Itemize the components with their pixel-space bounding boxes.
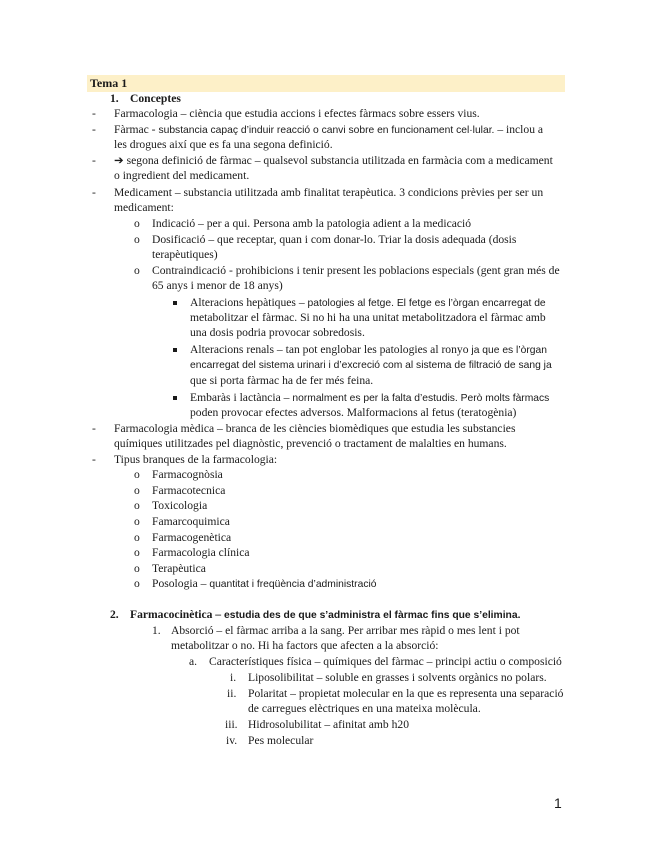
section1-heading: Conceptes: [130, 92, 181, 105]
square-bullet: [173, 295, 177, 310]
farmacologia-medica-line: Farmacologia mèdica – branca de les ciències biomèdiques que estudia les substancies: [114, 422, 516, 435]
page-title: Tema 1: [90, 76, 128, 90]
dash-bullet: -: [92, 453, 96, 466]
circle-bullet: o: [134, 515, 140, 528]
dash-bullet: -: [92, 123, 96, 136]
medicament-line: Medicament – substancia utilitzada amb finalitat terapèutica. 3 condicions prèvies per ser un: [114, 186, 544, 199]
posologia-line: Posologia – quantitat i freqüència d’administració: [152, 577, 377, 590]
dash-bullet: -: [92, 154, 96, 167]
highlighted-text: encarregat del sistema urinari i d’excreció com al sistema de filtració de sang ja: [190, 360, 552, 371]
hepatiques-line-2: metabolitzar el fàrmac. Si no hi ha una unitat metabolitzadora el fàrmac amb: [190, 311, 546, 324]
contraindicacio-line-2: 65 anys i menor de 18 anys): [152, 279, 283, 292]
branch-item: Famarcoquimica: [152, 515, 230, 528]
arrow-right-icon: ➔: [114, 154, 124, 167]
hepatiques-line: Alteracions hepàtiques – patologies al fetge. El fetge es l’òrgan encarregat de: [190, 296, 546, 309]
circle-bullet: o: [134, 531, 140, 544]
circle-bullet: o: [134, 484, 140, 497]
circle-bullet: o: [134, 499, 140, 512]
farmacologia-line: Farmacologia – ciència que estudia accions i efectes fàrmacs sobre essers vius.: [114, 107, 480, 120]
page-number: 1: [554, 795, 562, 811]
circle-bullet: o: [134, 577, 140, 590]
branch-item: Terapèutica: [152, 562, 206, 575]
circle-bullet: o: [134, 468, 140, 481]
highlighted-text: estudia des de que s’administra el fàrmac fins que s’elimina.: [224, 610, 521, 621]
circle-bullet: o: [134, 217, 140, 230]
hepatiques-line-3: una dosis podria provocar sobredosis.: [190, 326, 365, 339]
highlighted-text: patologies al fetge. El fetge es l’òrgan encarregat de: [307, 298, 546, 309]
liposolubilitat-line: Liposolibilitat – soluble en grasses i solvents orgànics no polars.: [248, 671, 547, 684]
sub-a-letter: a.: [189, 655, 198, 668]
hidrosolubilitat-line: Hidrosolubilitat – afinitat amb h20: [248, 718, 409, 731]
highlighted-text: quantitat i freqüència d’administració: [209, 579, 377, 590]
absorcio-number: 1.: [152, 624, 161, 637]
section1-number: 1.: [110, 92, 119, 105]
contraindicacio-line: Contraindicació - prohibicions i tenir present les poblacions especials (gent gran més de: [152, 264, 560, 277]
polaritat-line-2: de carregues elèctriques en una mateixa molècula.: [248, 702, 481, 715]
roman-numeral: i.: [230, 671, 237, 684]
branch-item: Toxicologia: [152, 499, 208, 512]
title-highlight: [87, 75, 565, 92]
farmacologia-medica-line-2: químiques utilitzades pel diagnòstic, prevenció o tractament de malalties en humans.: [114, 437, 507, 450]
indicacio-line: Indicació – per a qui. Persona amb la patologia adient a la medicació: [152, 217, 472, 230]
square-bullet: [173, 342, 177, 357]
circle-bullet: o: [134, 233, 140, 246]
circle-bullet: o: [134, 264, 140, 277]
absorcio-line-2: metabolitzar o no. Hi ha factors que afecten a la absorció:: [171, 639, 439, 652]
highlighted-text: substancia capaç d’induir reacció o canvi sobre en funcionament cel·lular.: [158, 125, 495, 136]
embaras-line: Embaràs i lactància – normalment es per la falta d’estudis. Però molts fàrmacs: [190, 391, 550, 404]
section2-heading: Farmacocinètica – estudia des de que s’administra el fàrmac fins que s’elimina.: [130, 608, 521, 621]
roman-numeral: iii.: [225, 718, 238, 731]
dash-bullet: -: [92, 422, 96, 435]
arrow-definition-line-2: o ingredient del medicament.: [114, 169, 250, 182]
circle-bullet: o: [134, 562, 140, 575]
highlighted-text: ja que es l’òrgan: [471, 345, 547, 356]
branch-item: Farmacognòsia: [152, 468, 223, 481]
polaritat-line: Polaritat – propietat molecular en la que es representa una separació: [248, 687, 564, 700]
section2-number: 2.: [110, 608, 119, 621]
embaras-line-2: poden provocar efectes adversos. Malformacions al fetus (teratogènia): [190, 406, 517, 419]
pes-molecular-line: Pes molecular: [248, 734, 314, 747]
caracteristiques-line: Característiques física – químiques del fàrmac – principi actiu o composició: [209, 655, 562, 668]
dash-bullet: -: [92, 186, 96, 199]
square-bullet: [173, 390, 177, 405]
renals-line-2: [190, 357, 552, 373]
circle-bullet: o: [134, 546, 140, 559]
arrow-definition-line: ➔ segona definició de fàrmac – qualsevol substancia utilitzada en farmàcia com a medicament: [114, 154, 553, 167]
renals-line-3: que si porta fàrmac ha de fer més feina.: [190, 374, 374, 387]
medicament-line-2: medicament:: [114, 201, 174, 214]
branch-item: Farmacotecnica: [152, 484, 226, 497]
branch-item: Farmacogenètica: [152, 531, 232, 544]
renals-line: Alteracions renals – tan pot englobar les patologies al ronyo ja que es l’òrgan: [190, 343, 547, 356]
absorcio-line: Absorció – el fàrmac arriba a la sang. Per arribar mes ràpid o mes lent i pot: [171, 624, 520, 637]
highlighted-text: normalment es per la falta d’estudis. Però molts fàrmacs: [292, 393, 550, 404]
tipus-branques-label: Tipus branques de la farmacologia:: [114, 453, 278, 466]
farmac-line: Fàrmac - substancia capaç d’induir reacció o canvi sobre en funcionament cel·lular. – inclou a: [114, 123, 544, 136]
branch-item: Farmacologia clínica: [152, 546, 250, 559]
roman-numeral: iv.: [226, 734, 238, 747]
dosificacio-line-2: terapèutiques): [152, 248, 218, 261]
dosificacio-line: Dosificació – que receptar, quan i com donar-lo. Triar la dosis adequada (dosis: [152, 233, 517, 246]
dash-bullet: -: [92, 107, 96, 120]
roman-numeral: ii.: [227, 687, 237, 700]
farmac-line-2: les drogues així que es fa una segona definició.: [114, 138, 333, 151]
